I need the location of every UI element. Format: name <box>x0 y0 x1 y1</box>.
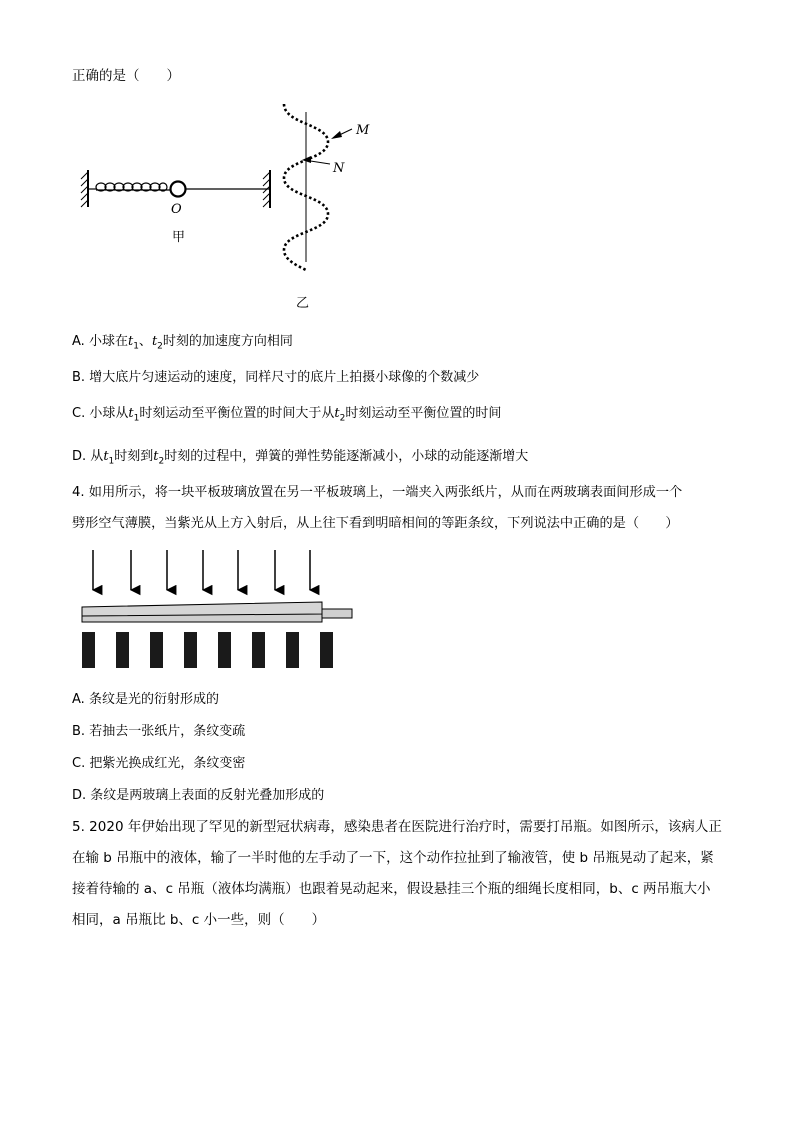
option-text: 增大底片匀速运动的速度，同样尺寸的底片上拍摄小球像的个数减少 <box>89 370 480 385</box>
q4-option-b[interactable] <box>72 722 245 742</box>
option-letter: A. <box>72 692 85 707</box>
incident-light-arrows <box>93 550 310 590</box>
q3-option-c[interactable] <box>72 404 501 429</box>
option-text: 时刻的加速度方向相同 <box>162 334 293 349</box>
separator: 、 <box>138 334 152 349</box>
caption-yi: 乙 <box>296 296 310 311</box>
question-4-stem-line-2: 劈形空气薄膜，当紫光从上方入射后，从上往下看到明暗相间的等距条纹，下列说法中正确的是（ ） <box>72 516 679 531</box>
spring <box>88 183 170 191</box>
subscript: 1 <box>133 341 139 352</box>
option-text: 条纹是光的衍射形成的 <box>88 692 219 707</box>
q3-option-b[interactable] <box>72 368 479 388</box>
figure-spring-oscillator <box>0 0 794 320</box>
option-letter: B. <box>72 724 86 739</box>
subscript: 2 <box>158 456 165 467</box>
left-wall <box>81 170 88 207</box>
q4-option-a[interactable] <box>72 690 219 710</box>
option-letter: C. <box>72 406 86 421</box>
var-t: t <box>127 334 134 349</box>
paper-strips <box>322 609 352 618</box>
option-letter: A. <box>72 334 85 349</box>
option-letter: D. <box>72 788 87 803</box>
option-text: 若抽去一张纸片，条纹变疏 <box>89 724 246 739</box>
var-t: t <box>151 334 158 349</box>
subscript: 2 <box>157 341 163 352</box>
q4-option-c[interactable] <box>72 754 245 774</box>
question-4-stem-line-1: 4. 如用所示，将一块平板玻璃放置在另一平板玻璃上，一端夹入两张纸片，从而在两玻璃表面间形成一个 <box>72 485 683 500</box>
top-glass-plate <box>82 602 322 616</box>
caption-jia: 甲 <box>172 230 186 245</box>
question-3-stem-tail: 正确的是（ ） <box>72 68 180 84</box>
arrow-M <box>331 129 352 139</box>
option-text: 时刻到 <box>114 449 154 464</box>
question-5-stem: 5. 2020 年伊始出现了罕见的新型冠状病毒，感染患者在医院进行治疗时，需要打吊瓶。如图所示，该病人正在输 b 吊瓶中的液体，输了一半时他的左手动了一下，这个动作拉扯到了输液管，使 b 吊瓶晃动了起来，紧接着待输的 a、c 吊瓶（液体均满瓶）也跟着晃动起来，假设悬挂三个瓶的细绳长度相同，b、c 两吊瓶大小相同，a 吊瓶比 b、c 小一些，则（ ） <box>72 819 722 928</box>
q4-option-d[interactable] <box>72 786 324 806</box>
option-text: 条纹是两玻璃上表面的反射光叠加形成的 <box>90 788 325 803</box>
subscript: 1 <box>133 413 140 424</box>
subscript: 1 <box>108 456 115 467</box>
option-text: 时刻运动至平衡位置的时间大于从 <box>139 406 335 421</box>
label-O: O <box>171 202 182 217</box>
q3-option-d[interactable] <box>72 447 528 472</box>
ball <box>171 182 186 197</box>
var-t: t <box>103 449 109 464</box>
var-t: t <box>153 449 159 464</box>
option-letter: D. <box>72 449 87 464</box>
option-text: 时刻的过程中，弹簧的弹性势能逐渐减小，小球的动能逐渐增大 <box>164 449 529 464</box>
option-text: 时刻运动至平衡位置的时间 <box>345 406 502 421</box>
label-M: M <box>356 123 370 138</box>
var-t: t <box>334 406 340 421</box>
option-letter: C. <box>72 756 86 771</box>
option-text: 从 <box>90 449 104 464</box>
option-text: 小球在 <box>88 334 128 349</box>
q3-option-a[interactable] <box>72 332 293 357</box>
interference-fringes <box>82 632 333 668</box>
figure-air-wedge <box>0 540 794 680</box>
label-N: N <box>333 161 345 176</box>
option-letter: B. <box>72 370 86 385</box>
subscript: 2 <box>339 413 346 424</box>
option-text: 把紫光换成红光，条纹变密 <box>89 756 246 771</box>
option-text: 小球从 <box>89 406 129 421</box>
var-t: t <box>128 406 134 421</box>
